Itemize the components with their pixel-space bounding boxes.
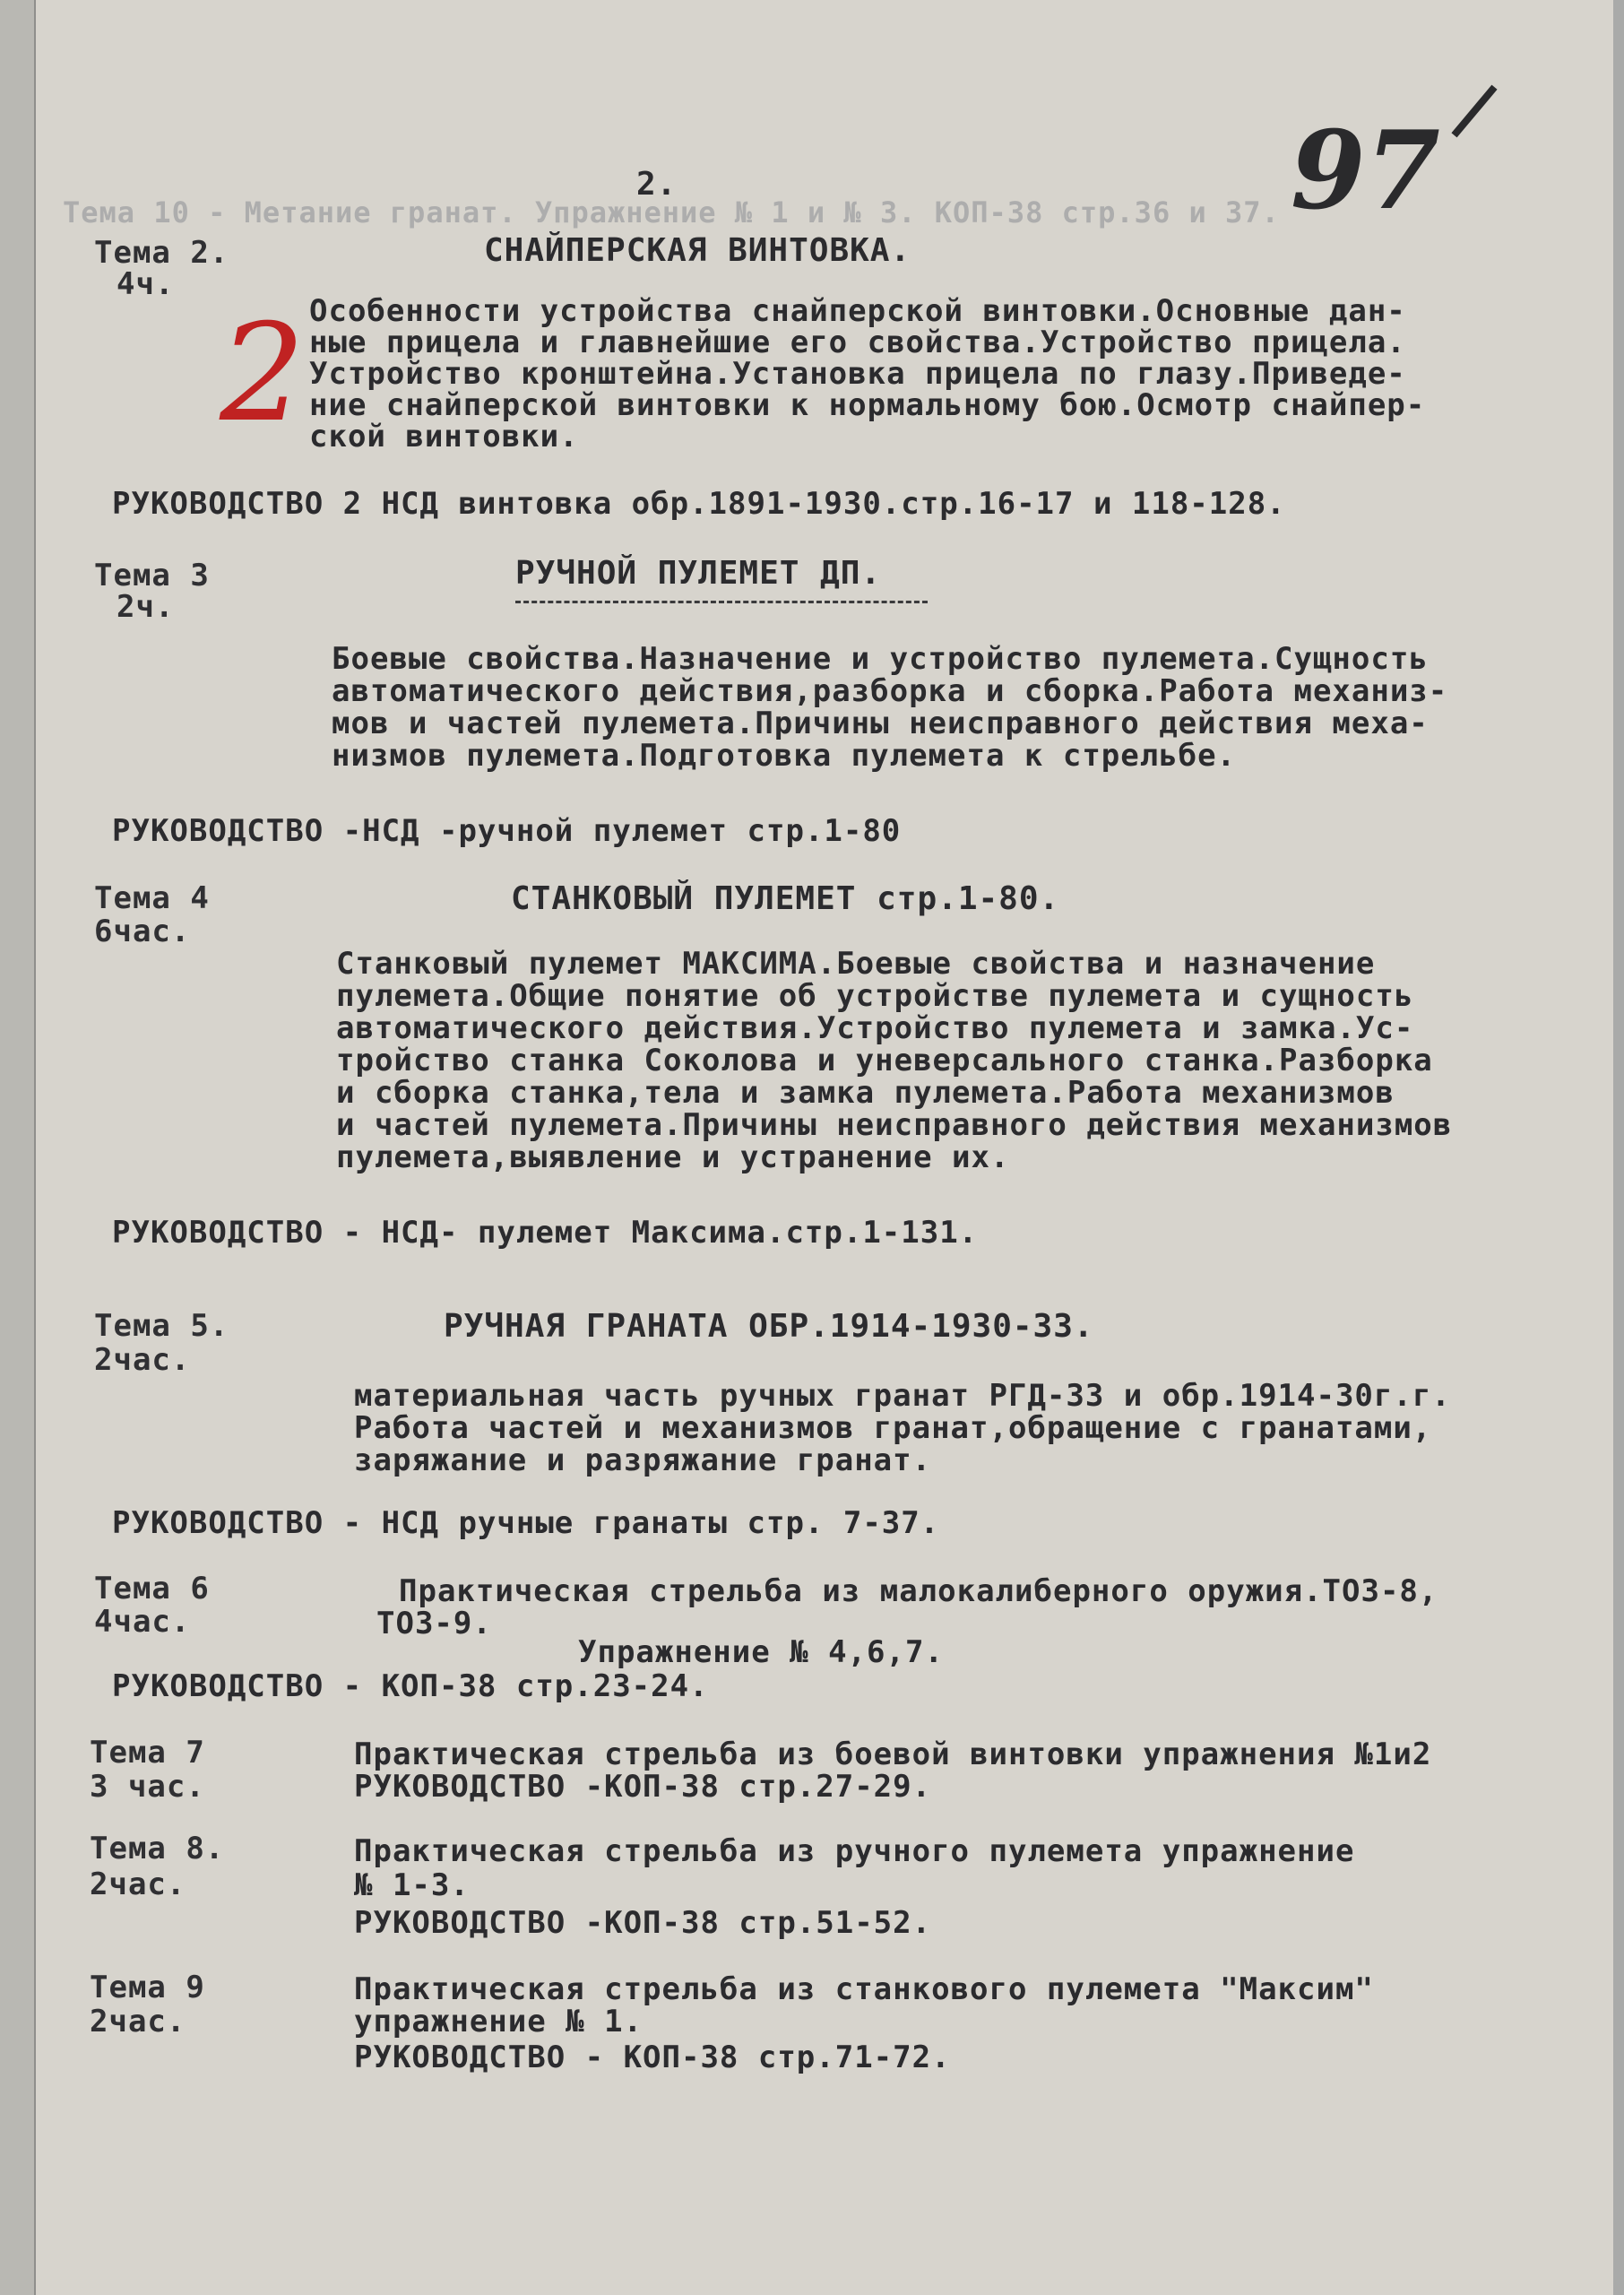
theme-title: РУЧНОЙ ПУЛЕМЕТ ДП. — [515, 555, 882, 592]
theme-hours: 2час. — [90, 1866, 186, 1902]
guide-line: РУКОВОДСТВО - КОП-38 стр.71-72. — [354, 2040, 951, 2075]
theme-hours: 3 час. — [90, 1769, 205, 1805]
page-number: 2. — [636, 166, 678, 203]
body-line: пулемета.Общие понятие об устройстве пулемета и сущность — [336, 978, 1414, 1014]
body-line: Устройство кронштейна.Установка прицела по глазу.Приведе- — [309, 356, 1406, 392]
theme-label: Тема 5. — [94, 1308, 229, 1344]
body-line: ТОЗ-9. — [376, 1606, 492, 1641]
theme-label: Тема 7 — [90, 1735, 205, 1771]
body-line: Станковый пулемет МАКСИМА.Боевые свойства и назначение — [336, 946, 1376, 982]
guide-line: РУКОВОДСТВО - НСД- пулемет Максима.стр.1-131. — [112, 1215, 979, 1251]
page-binding-edge — [0, 0, 36, 2295]
body-line: автоматического действия.Устройство пулемета и замка.Ус- — [336, 1010, 1414, 1046]
body-line: мов и частей пулемета.Причины неисправного действия меха- — [332, 706, 1429, 741]
theme-title: СТАНКОВЫЙ ПУЛЕМЕТ стр.1-80. — [511, 880, 1060, 917]
handwritten-stroke — [1451, 85, 1497, 138]
body-line: низмов пулемета.Подготовка пулемета к стрельбе. — [332, 738, 1237, 774]
theme-label: Тема 3 — [94, 558, 210, 593]
theme-label: Тема 2. — [94, 235, 229, 271]
body-line: ние снайперской винтовки к нормальному бою.Осмотр снайпер- — [309, 387, 1426, 423]
body-line: заряжание и разряжание гранат. — [354, 1442, 932, 1478]
body-line: автоматического действия,разборка и сборка.Работа механиз- — [332, 673, 1448, 709]
guide-line: РУКОВОДСТВО 2 НСД винтовка обр.1891-1930.стр.16-17 и 118-128. — [112, 486, 1286, 522]
guide-line: РУКОВОДСТВО -КОП-38 стр.27-29. — [354, 1769, 932, 1805]
theme-hours: 2час. — [94, 1342, 191, 1378]
body-line: ные прицела и главнейшие его свойства.Устройство прицела. — [309, 325, 1406, 360]
theme-hours: 2час. — [90, 2004, 186, 2040]
body-line: и частей пулемета.Причины неисправного действия механизмов — [336, 1107, 1453, 1143]
red-pencil-mark: 2 — [220, 296, 306, 452]
body-line: Практическая стрельба из ручного пулемета упражнение — [354, 1833, 1355, 1869]
body-line: Особенности устройства снайперской винтовки.Основные дан- — [309, 293, 1406, 329]
body-line: и сборка станка,тела и замка пулемета.Работа механизмов — [336, 1075, 1395, 1111]
body-line: Практическая стрельба из боевой винтовки упражнения №1и2 — [354, 1736, 1432, 1772]
body-line: пулемета,выявление и устранение их. — [336, 1139, 1010, 1175]
body-line: упражнение № 1. — [354, 2004, 644, 2040]
theme-hours: 4час. — [94, 1604, 191, 1640]
page-right-edge — [1613, 0, 1624, 2295]
theme-label: Тема 6 — [94, 1571, 210, 1606]
body-line: тройство станка Соколова и уневерсального станка.Разборка — [336, 1043, 1433, 1078]
exercise-line: Упражнение № 4,6,7. — [578, 1634, 944, 1670]
bleed-through-line: Тема 10 - Метание гранат. Упражнение № 1 и № 3. КОП-38 стр.36 и 37. — [63, 195, 1280, 230]
body-line: Работа частей и механизмов гранат,обращение с гранатами, — [354, 1410, 1432, 1446]
theme-hours: 4ч. — [117, 266, 175, 302]
theme-title: СНАЙПЕРСКАЯ ВИНТОВКА. — [484, 232, 911, 269]
theme-label: Тема 9 — [90, 1970, 205, 2005]
theme-label: Тема 8. — [90, 1831, 225, 1866]
theme-hours: 2ч. — [117, 589, 175, 625]
theme-hours: 6час. — [94, 914, 191, 949]
body-line: Боевые свойства.Назначение и устройство пулемета.Сущность — [332, 641, 1429, 677]
theme-title: РУЧНАЯ ГРАНАТА ОБР.1914-1930-33. — [444, 1308, 1094, 1345]
body-line: Практическая стрельба из станкового пулемета "Максим" — [354, 1971, 1374, 2007]
guide-line: РУКОВОДСТВО -НСД -ручной пулемет стр.1-80 — [112, 813, 902, 849]
body-line: ской винтовки. — [309, 419, 579, 455]
body-line: № 1-3. — [354, 1867, 470, 1903]
title-underline — [515, 601, 928, 603]
guide-line: РУКОВОДСТВО - КОП-38 стр.23-24. — [112, 1668, 709, 1704]
guide-line: РУКОВОДСТВО - НСД ручные гранаты стр. 7-37. — [112, 1505, 940, 1541]
archive-page-number: 97 — [1291, 108, 1440, 234]
body-line: Практическая стрельба из малокалиберного оружия.ТОЗ-8, — [399, 1573, 1438, 1609]
theme-label: Тема 4 — [94, 880, 210, 916]
guide-line: РУКОВОДСТВО -КОП-38 стр.51-52. — [354, 1905, 932, 1941]
body-line: материальная часть ручных гранат РГД-33 и обр.1914-30г.г. — [354, 1378, 1451, 1414]
